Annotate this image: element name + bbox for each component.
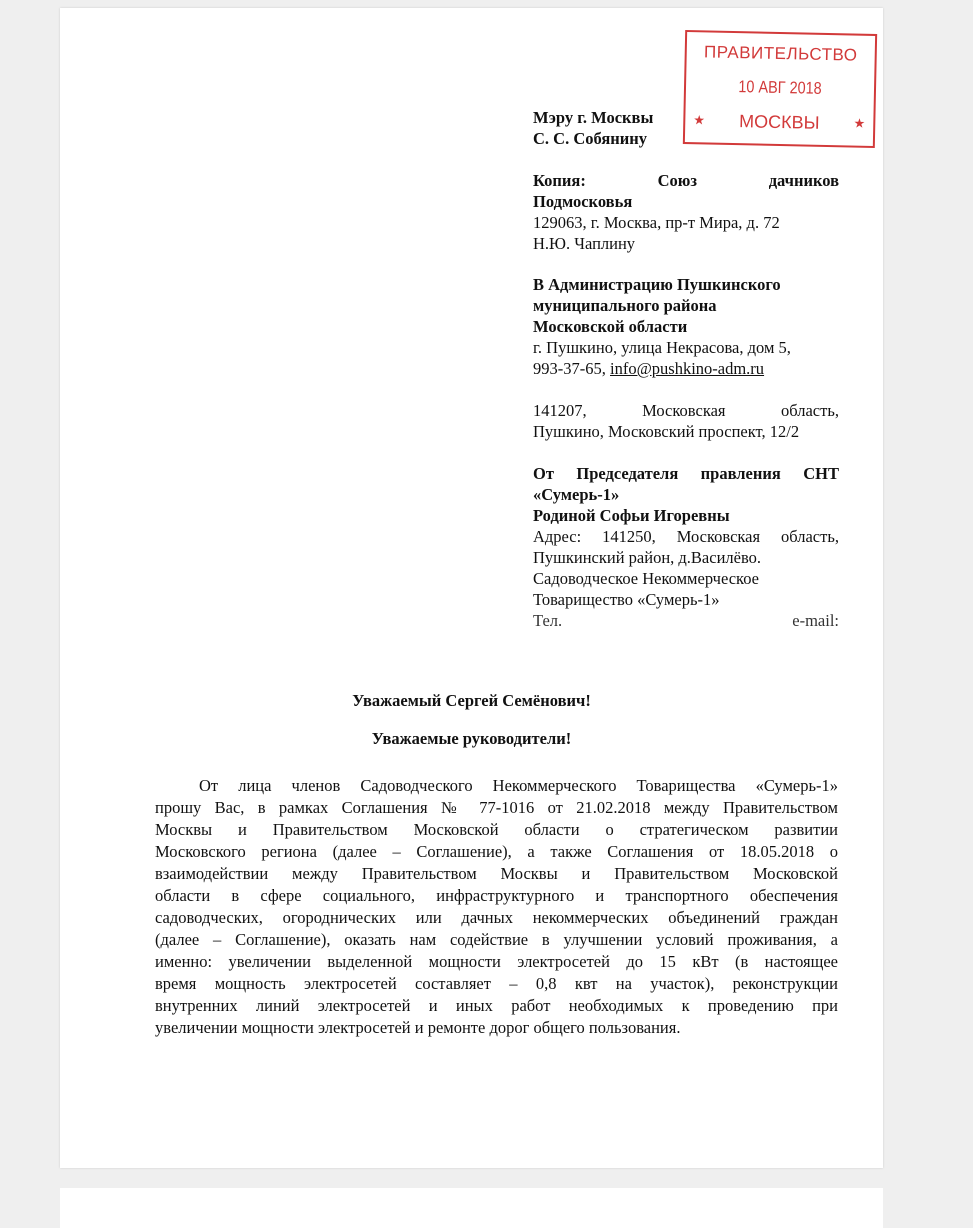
admin-address2 [533,400,839,421]
body-line: садоводческих, огороднических или дачных некоммерческих объединений граждан [155,908,838,927]
addressee-line: Мэру г. Москвы [533,108,654,127]
copy-address: 129063, г. Москва, пр-т Мира, д. 72 [533,213,780,232]
body-line: Москвы и Правительством Московской области о стратегическом развитии [155,820,838,839]
addressee-block [533,107,839,149]
stamp-date: 10 АВГ 2018 [738,77,822,98]
address-part: 141207, [533,401,587,420]
sender-block [533,463,839,631]
tel-label: Тел. [533,611,563,630]
star-icon: ★ [693,112,706,128]
greeting: Уважаемые руководители! [371,729,572,748]
sender-address: Садоводческое Некоммерческое [533,569,759,588]
copy-block [533,170,839,254]
admin-contacts [533,358,839,379]
admin-line: муниципального района [533,296,717,315]
copy-org: дачников [768,171,839,190]
admin-phone: 993-37-65, [533,359,606,378]
stamp-title: ПРАВИТЕЛЬСТВО [703,42,858,65]
star-icon: ★ [853,115,866,131]
admin-address: г. Пушкино, улица Некрасова, дом 5, [533,338,791,357]
body-line: прошу Вас, в рамках Соглашения № 77-1016 от 21.02.2018 между Правительством [155,798,838,817]
letter-body [155,775,838,1039]
address-part: область, [781,401,839,420]
admin-address2-line: Пушкино, Московский проспект, 12/2 [533,422,800,441]
copy-label: Копия: [533,171,586,190]
sender-contacts [533,610,839,631]
document-page [60,8,883,1168]
admin-email-link[interactable]: info@pushkino-adm.ru [610,359,765,378]
next-page [60,1188,883,1228]
sender-line: «Сумерь-1» [533,485,620,504]
admin-line: Московской области [533,317,688,336]
copy-org: Подмосковья [533,192,633,211]
greeting: Уважаемый Сергей Семёнович! [352,691,591,710]
sender-address: Адрес: 141250, Московская область, [533,527,839,546]
body-line: области в сфере социального, инфраструктурного и транспортного обеспечения [155,886,838,905]
copy-line [533,170,839,191]
body-line: (далее – Соглашение), оказать нам содействие в улучшении условий проживания, а [155,930,838,949]
body-line: взаимодействии между Правительством Москвы и Правительством Московской [155,864,838,883]
body-line: От лица членов Садоводческого Некоммерческого Товарищества «Сумерь-1» [199,776,838,795]
email-label: e-mail: [792,611,839,630]
sender-line: От Председателя правления СНТ [533,464,839,483]
addressee-line: С. С. Собянину [533,129,648,148]
stamp-city: МОСКВЫ [738,111,820,133]
admin-line: В Администрацию Пушкинского [533,275,781,294]
body-line: Московского региона (далее – Соглашение), а также Соглашения от 18.05.2018 о [155,842,838,861]
admin-block [533,274,839,442]
sender-address: Пушкинский район, д.Василёво. [533,548,762,567]
copy-org: Союз [657,171,697,190]
body-line: именно: увеличении выделенной мощности электросетей до 15 кВт (в настоящее [155,952,838,971]
body-line: внутренних линий электросетей и иных работ необходимых к проведению при [155,996,838,1015]
copy-person: Н.Ю. Чаплину [533,234,636,253]
sender-name: Родиной Софьи Игоревны [533,506,730,525]
sender-address: Товарищество «Сумерь-1» [533,590,720,609]
body-line: время мощность электросетей составляет – 0,8 квт на участок), реконструкции [155,974,838,993]
address-part: Московская [642,401,726,420]
body-line: увеличении мощности электросетей и ремонте дорог общего пользования. [155,1018,681,1037]
